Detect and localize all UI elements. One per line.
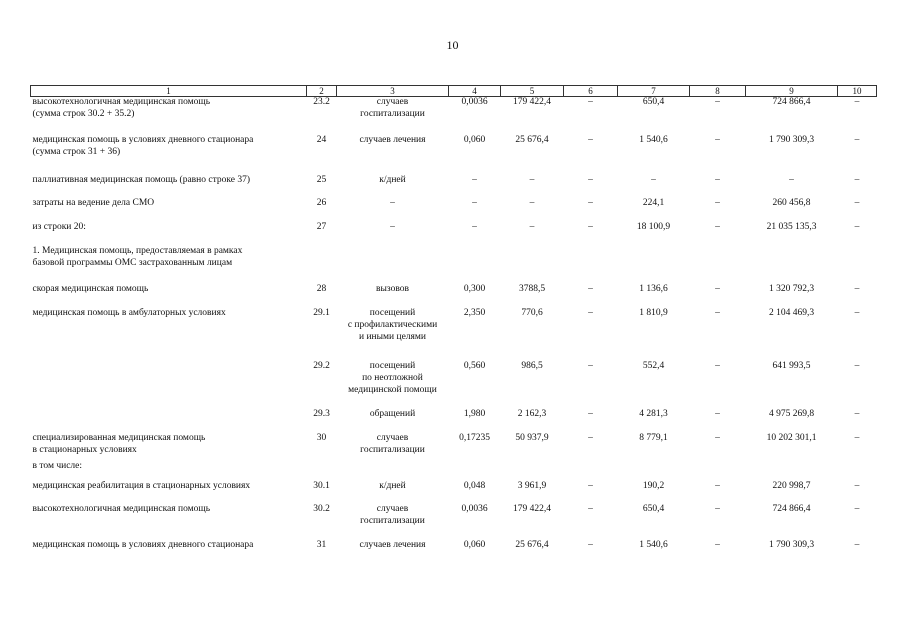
value-cell: 21 035 135,3 <box>766 222 817 233</box>
value-cell: 1 790 309,3 <box>768 134 815 145</box>
value-cell: – <box>588 432 593 443</box>
unit-cell: – <box>390 198 395 209</box>
unit-cell: случаев госпитализации <box>360 504 425 527</box>
value-cell: – <box>715 504 720 515</box>
value-cell: – <box>715 174 720 185</box>
row-number: 23.2 <box>313 97 330 107</box>
value-cell: 0,060 <box>463 134 486 145</box>
value-cell: – <box>472 198 477 209</box>
row-label: затраты на ведение дела СМО <box>32 198 155 209</box>
value-cell: – <box>588 222 593 233</box>
value-cell <box>501 461 564 481</box>
unit-cell: случаев госпитализации <box>360 432 425 455</box>
table-row <box>31 481 877 505</box>
unit-cell: вызовов <box>376 283 409 294</box>
value-cell: 641 993,5 <box>772 361 811 372</box>
value-cell: – <box>588 283 593 294</box>
table-row <box>31 222 877 246</box>
row-number: 30.1 <box>313 480 330 491</box>
value-cell: – <box>588 307 593 318</box>
table-row <box>31 246 877 284</box>
row-number <box>307 246 337 284</box>
value-cell: – <box>588 409 593 419</box>
value-cell: 2 162,3 <box>517 409 547 419</box>
table-row <box>31 540 877 552</box>
value-cell <box>618 246 690 284</box>
value-cell: 224,1 <box>642 198 665 209</box>
page-number: 10 <box>446 38 459 52</box>
value-cell: 3788,5 <box>518 283 546 294</box>
value-cell: – <box>854 134 860 145</box>
value-cell: 0,0036 <box>461 504 488 515</box>
table-row <box>31 409 877 433</box>
value-cell <box>746 461 838 481</box>
value-cell: 1,980 <box>463 409 486 419</box>
value-cell: – <box>588 97 593 107</box>
value-cell: – <box>854 174 860 185</box>
value-cell <box>618 461 690 481</box>
data-table <box>30 85 877 552</box>
value-cell: 0,048 <box>463 480 486 491</box>
value-cell: – <box>854 198 860 209</box>
value-cell: 179 422,4 <box>513 504 551 515</box>
value-cell: – <box>854 540 860 551</box>
value-cell <box>564 246 618 284</box>
table-row <box>31 198 877 222</box>
value-cell <box>449 461 501 481</box>
unit-cell: посещений по неотложной медицинской помощи <box>348 361 437 396</box>
row-label: медицинская помощь в условиях дневного стационара (сумма строк 31 + 36) <box>32 134 254 157</box>
header-cell: 2 <box>307 86 337 97</box>
value-cell: 650,4 <box>642 504 665 515</box>
value-cell: 2 104 469,3 <box>768 307 815 318</box>
value-cell <box>690 461 746 481</box>
row-number: 25 <box>316 174 327 185</box>
value-cell: 18 100,9 <box>636 222 671 233</box>
value-cell: – <box>588 134 593 145</box>
row-label <box>31 409 307 433</box>
value-cell: 1 810,9 <box>639 307 668 318</box>
row-number: 27 <box>316 222 327 233</box>
table-header-row <box>31 86 877 97</box>
header-cell: 3 <box>337 86 449 97</box>
row-number: 29.1 <box>313 307 330 318</box>
table-row <box>31 433 877 461</box>
row-label: в том числе: <box>32 460 83 471</box>
row-number: 24 <box>316 134 327 145</box>
unit-cell: случаев лечения <box>359 134 426 145</box>
value-cell: – <box>715 432 720 443</box>
value-cell: – <box>854 222 860 233</box>
header-cell: 1 <box>31 86 307 97</box>
value-cell: – <box>715 222 720 233</box>
row-label: паллиативная медицинская помощь (равно строке 37) <box>32 174 250 185</box>
value-cell: 179 422,4 <box>513 97 551 107</box>
header-cell: 9 <box>746 86 838 97</box>
value-cell: – <box>588 540 593 551</box>
row-number: 29.2 <box>313 361 330 372</box>
value-cell <box>449 246 501 284</box>
value-cell <box>746 246 838 284</box>
header-cell: 7 <box>618 86 690 97</box>
value-cell: – <box>715 134 720 145</box>
value-cell: – <box>651 174 656 185</box>
value-cell: 1 540,6 <box>639 134 668 145</box>
value-cell: 0,300 <box>463 283 486 294</box>
unit-cell: обращений <box>369 409 416 419</box>
header-cell: 6 <box>564 86 618 97</box>
value-cell: – <box>854 97 860 107</box>
value-cell: 1 540,6 <box>639 540 668 551</box>
row-label: медицинская реабилитация в стационарных условиях <box>32 480 251 491</box>
value-cell: – <box>472 222 477 233</box>
unit-cell: к/дней <box>379 480 406 491</box>
value-cell <box>838 461 877 481</box>
unit-cell: к/дней <box>379 174 406 185</box>
row-number: 29.3 <box>313 409 330 419</box>
value-cell: – <box>529 222 535 233</box>
value-cell: – <box>854 432 860 443</box>
value-cell: – <box>854 480 860 491</box>
value-cell <box>838 246 877 284</box>
value-cell: 724 866,4 <box>772 97 811 107</box>
value-cell: 770,6 <box>521 307 543 318</box>
value-cell: 4 975 269,8 <box>768 409 815 419</box>
unit-cell: случаев госпитализации <box>360 97 425 119</box>
row-label: высокотехнологичная медицинская помощь (сумма строк 30.2 + 35.2) <box>32 97 211 119</box>
row-number <box>307 461 337 481</box>
header-cell: 5 <box>501 86 564 97</box>
table-row <box>31 504 877 540</box>
table-row <box>31 361 877 409</box>
value-cell: 724 866,4 <box>772 504 811 515</box>
row-label: высокотехнологичная медицинская помощь <box>32 504 211 515</box>
unit-cell: – <box>390 222 395 233</box>
value-cell <box>690 246 746 284</box>
row-label <box>31 361 307 409</box>
row-number: 31 <box>316 540 327 551</box>
header-cell: 4 <box>449 86 501 97</box>
value-cell: – <box>715 283 720 294</box>
header-cell: 10 <box>838 86 877 97</box>
unit-cell <box>337 246 449 284</box>
value-cell: – <box>588 504 593 515</box>
row-number: 30 <box>316 432 327 443</box>
value-cell: 25 676,4 <box>515 134 549 145</box>
row-label: специализированная медицинская помощь в стационарных условиях <box>32 432 206 455</box>
row-label: скорая медицинская помощь <box>32 283 149 294</box>
table-row <box>31 97 877 135</box>
row-number: 30.2 <box>313 504 330 515</box>
value-cell: 0,17235 <box>459 432 490 443</box>
value-cell: – <box>529 198 535 209</box>
value-cell: – <box>588 361 593 372</box>
value-cell: 8 779,1 <box>639 432 668 443</box>
value-cell: 220 998,7 <box>772 480 811 491</box>
value-cell: – <box>715 361 720 372</box>
row-label: медицинская помощь в условиях дневного стационара <box>32 540 254 551</box>
table-row <box>31 308 877 362</box>
table-row <box>31 175 877 199</box>
value-cell: 650,4 <box>642 97 665 107</box>
value-cell: 25 676,4 <box>515 540 549 551</box>
value-cell: 10 202 301,1 <box>766 432 817 443</box>
value-cell <box>501 246 564 284</box>
value-cell: 1 320 792,3 <box>768 283 815 294</box>
value-cell: 1 790 309,3 <box>768 540 815 551</box>
value-cell: – <box>854 504 860 515</box>
value-cell: 4 281,3 <box>639 409 668 419</box>
value-cell: 2,350 <box>463 307 486 318</box>
value-cell: – <box>854 409 860 419</box>
value-cell: – <box>715 480 720 491</box>
value-cell: – <box>588 480 593 491</box>
value-cell: – <box>529 174 535 185</box>
value-cell: – <box>588 174 593 185</box>
value-cell: 190,2 <box>642 480 665 491</box>
row-number: 26 <box>316 198 327 209</box>
row-label: медицинская помощь в амбулаторных условиях <box>32 307 226 318</box>
value-cell: 0,560 <box>463 361 486 372</box>
value-cell: 0,0036 <box>461 97 488 107</box>
value-cell: 260 456,8 <box>772 198 811 209</box>
value-cell: 3 961,9 <box>517 480 547 491</box>
value-cell: – <box>715 540 720 551</box>
row-number: 28 <box>316 283 327 294</box>
row-label: из строки 20: <box>32 222 86 233</box>
value-cell: – <box>715 97 720 107</box>
header-cell: 8 <box>690 86 746 97</box>
value-cell: – <box>854 361 860 372</box>
table-row <box>31 284 877 308</box>
value-cell: – <box>588 198 593 209</box>
row-label: 1. Медицинская помощь, предоставляемая в рамках базовой программы ОМС застрахованным лицам <box>32 246 243 268</box>
value-cell: – <box>715 409 720 419</box>
value-cell: 552,4 <box>642 361 665 372</box>
value-cell <box>564 461 618 481</box>
value-cell: – <box>472 174 477 185</box>
value-cell: 1 136,6 <box>639 283 668 294</box>
value-cell: 50 937,9 <box>515 432 549 443</box>
value-cell: 0,060 <box>463 540 486 551</box>
table-row <box>31 461 877 481</box>
unit-cell: посещений с профилактическими и иными целями <box>347 307 438 342</box>
value-cell: – <box>789 174 794 185</box>
value-cell: – <box>854 283 860 294</box>
value-cell: – <box>715 198 720 209</box>
unit-cell: случаев лечения <box>359 540 426 551</box>
unit-cell <box>337 461 449 481</box>
value-cell: – <box>715 307 720 318</box>
table-row <box>31 135 877 175</box>
value-cell: – <box>854 307 860 318</box>
value-cell: 986,5 <box>521 361 543 372</box>
